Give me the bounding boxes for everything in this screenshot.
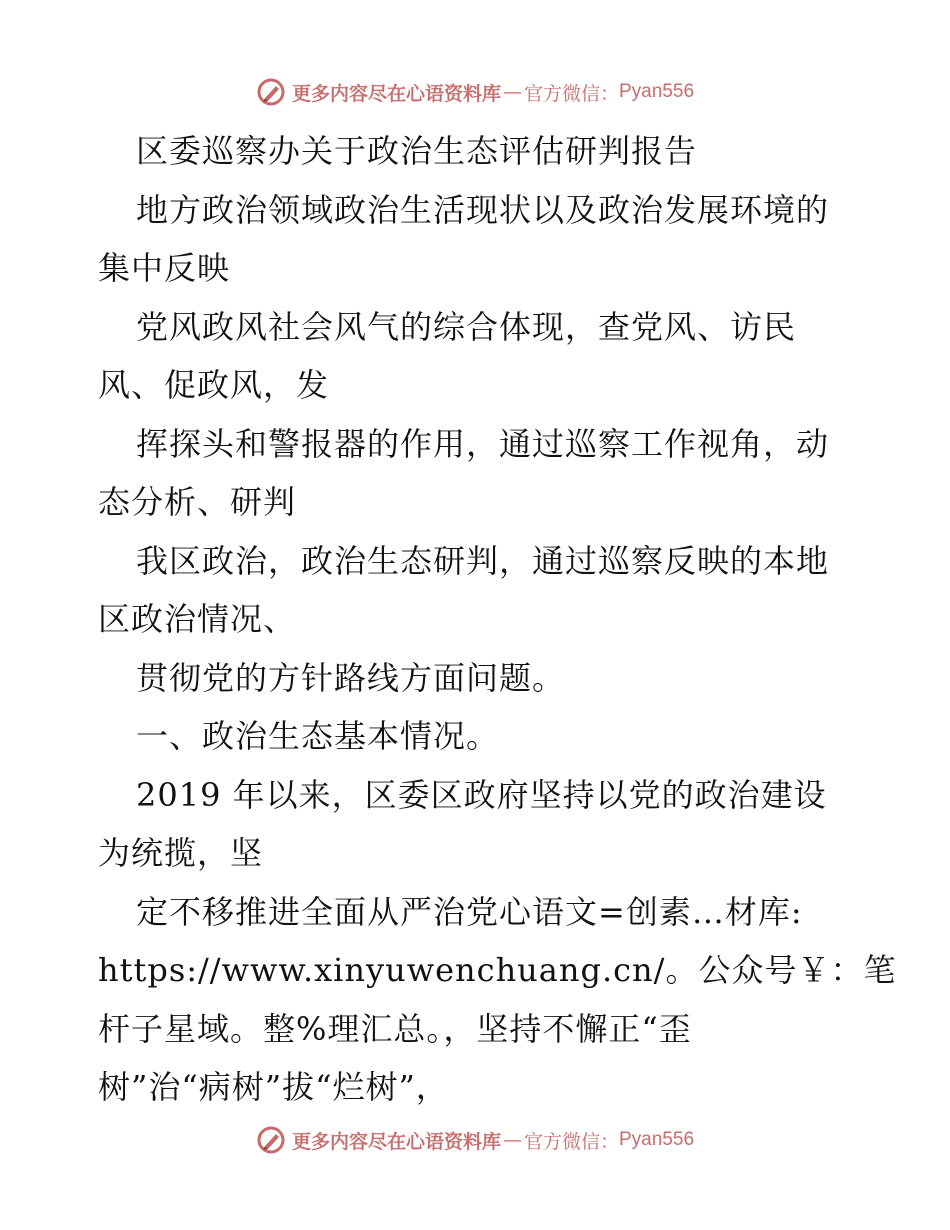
- paragraph-line: https://www.xinyuwenchuang.cn/。公众号￥：笔: [98, 951, 897, 989]
- paragraph-line: 态分析、研判: [98, 483, 297, 521]
- banner-separator: —: [502, 81, 522, 103]
- paragraph-line: 集中反映: [98, 249, 231, 287]
- header-banner: [0, 72, 950, 112]
- paragraph-line: 贯彻党的方针路线方面问题。: [136, 658, 566, 697]
- banner-wechat-id: Pyan556: [619, 1129, 695, 1150]
- pen-logo-icon: [256, 77, 286, 107]
- document-body: [98, 122, 897, 1117]
- banner-site-name: 更多内容尽在心语资料库: [291, 82, 501, 105]
- paragraph-line: 我区政治，政治生态研判，通过巡察反映的本地: [136, 541, 830, 580]
- paragraph-line: 党风政风社会风气的综合体现，查党风、访民: [136, 307, 797, 346]
- banner-wechat-id: Pyan556: [619, 81, 695, 102]
- paragraph-line: 定不移推进全面从严治党心语文=创素…材库:: [136, 892, 803, 931]
- paragraph-line: 2019 年以来，区委区政府坚持以党的政治建设: [136, 775, 827, 814]
- paragraph-line: 为统揽，坚: [98, 834, 264, 872]
- paragraph-line: 杆子星域。整%理汇总。，坚持不懈正“歪: [98, 1009, 692, 1048]
- paragraph-line: 区政治情况、: [98, 600, 297, 638]
- footer-banner: [0, 1120, 950, 1160]
- banner-wechat-label: 官方微信：: [523, 1130, 619, 1153]
- pen-logo-icon: [256, 1125, 286, 1155]
- paragraph-line: 树”治“病树”拔“烂树”，: [98, 1068, 449, 1106]
- document-title: 区委巡察办关于政治生态评估研判报告: [136, 132, 698, 170]
- banner-site-name: 更多内容尽在心语资料库: [291, 1130, 501, 1153]
- section-heading: 一、政治生态基本情况。: [136, 717, 500, 755]
- banner-separator: —: [502, 1129, 522, 1151]
- paragraph-line: 风、促政风，发: [98, 366, 330, 404]
- paragraph-line: 地方政治领域政治生活现状以及政治发展环境的: [136, 190, 830, 229]
- paragraph-line: 挥探头和警报器的作用，通过巡察工作视角，动: [136, 424, 830, 463]
- banner-wechat-label: 官方微信：: [523, 82, 619, 105]
